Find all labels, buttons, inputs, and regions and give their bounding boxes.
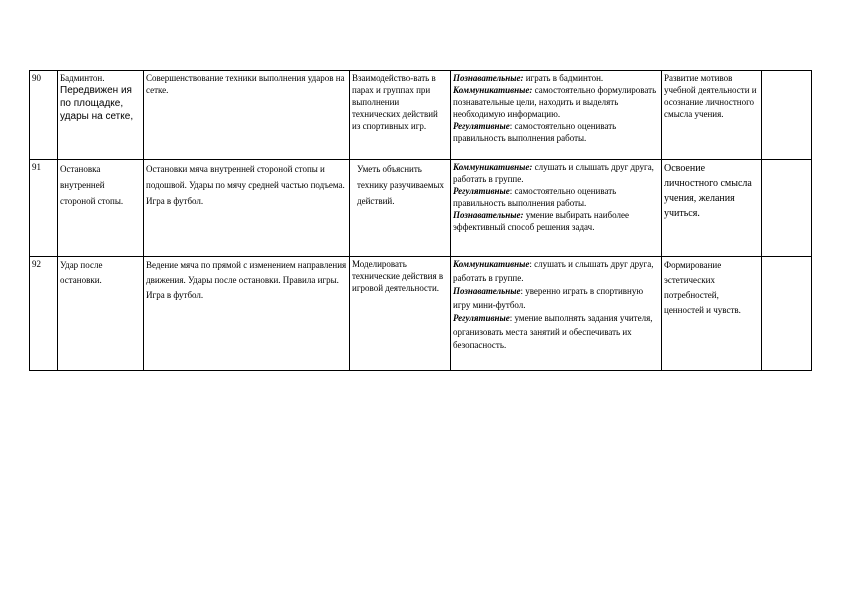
uud-label: Познавательные <box>453 286 521 296</box>
student-activity: Взаимодейство-вать в парах и группах при выполнении технических действий из спортивных игр. <box>350 71 451 160</box>
uud-label: Регулятивные <box>453 121 510 131</box>
uud-label: Регулятивные <box>453 313 510 323</box>
personal-results: Формирование эстетических потребностей, ценностей и чувств. <box>662 257 762 371</box>
lesson-content: Остановки мяча внутренней стороной стопы и подошвой. Удары по мячу средней частью подъема. Игра в футбол. <box>144 160 350 257</box>
lesson-content: Совершенствование техники выполнения ударов на сетке. <box>144 71 350 160</box>
uud-text: самостоятельно формулировать познавательные цели, находить и выделять необходимую информацию. <box>453 85 657 119</box>
extra-cell <box>762 71 812 160</box>
learning-outcomes <box>451 160 662 257</box>
student-activity: Моделировать технические действия в игровой деятельности. <box>350 257 451 371</box>
table-row <box>30 257 812 371</box>
uud-text: : самостоятельно оценивать правильность выполнения работы. <box>453 121 617 143</box>
uud-label: Коммуникативные: <box>453 85 533 95</box>
personal-results: Развитие мотивов учебной деятельности и осознание личностного смысла учения. <box>662 71 762 160</box>
lesson-topic <box>58 71 144 160</box>
topic-detail: Передвижен ия по площадке, удары на сетке, <box>60 85 134 122</box>
uud-text: : самостоятельно оценивать правильность выполнения работы. <box>453 186 617 208</box>
table-row <box>30 160 812 257</box>
personal-results: Освоение личностного смысла учения, желания учиться. <box>662 160 762 257</box>
uud-text: слушать и слышать друг друга, работать в группе. <box>453 162 654 184</box>
uud-label: Коммуникативные: <box>453 162 533 172</box>
extra-cell <box>762 257 812 371</box>
lesson-number: 92 <box>30 257 58 371</box>
topic-title: Бадминтон. <box>60 73 105 83</box>
lesson-plan-table <box>29 70 812 371</box>
lesson-number: 91 <box>30 160 58 257</box>
uud-label: Регулятивные <box>453 186 510 196</box>
uud-text: играть в бадминтон. <box>523 73 604 83</box>
learning-outcomes <box>451 257 662 371</box>
extra-cell <box>762 160 812 257</box>
uud-label: Познавательные: <box>453 210 524 220</box>
uud-label: Познавательные: <box>453 73 524 83</box>
lesson-topic: Остановка внутренней стороной стопы. <box>58 160 144 257</box>
lesson-content: Ведение мяча по прямой с изменением направления движения. Удары после остановки. Правила игры. Игра в футбол. <box>144 257 350 371</box>
uud-text: : уверенно играть в спортивную игру мини-футбол. <box>453 286 644 310</box>
uud-text: : слушать и слышать друг друга, работать в группе. <box>453 259 654 283</box>
table-row <box>30 71 812 160</box>
lesson-topic: Удар после остановки. <box>58 257 144 371</box>
student-activity: Уметь объяснить технику разучиваемых действий. <box>350 160 451 257</box>
uud-text: : умение выполнять задания учителя, организовать места занятий и обеспечивать их безопасность. <box>453 313 653 350</box>
uud-text: умение выбирать наиболее эффективный способ решения задач. <box>453 210 629 232</box>
uud-label: Коммуникативные <box>453 259 530 269</box>
learning-outcomes <box>451 71 662 160</box>
lesson-number: 90 <box>30 71 58 160</box>
